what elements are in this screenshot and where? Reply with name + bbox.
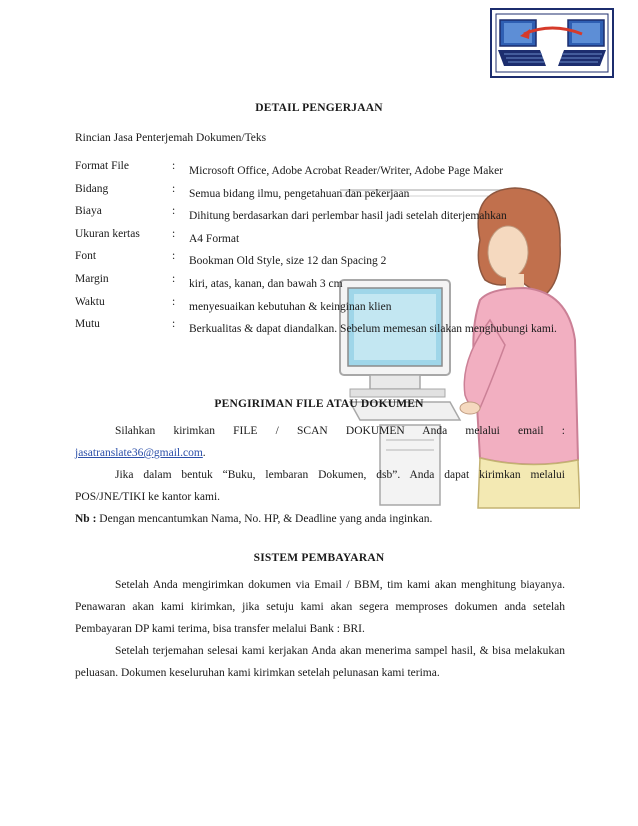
detail-row [75,205,565,228]
nb-label: Nb : [75,513,97,525]
page-title: DETAIL PENGERJAAN [255,102,383,114]
detail-row [75,160,565,183]
detail-label: Format File [75,160,129,172]
payment-paragraph [75,640,565,684]
detail-value: kiri, atas, kanan, dan bawah 3 cm [189,277,343,290]
payment-paragraph [75,574,565,640]
detail-label: Waktu [75,295,105,308]
post-instruction: Jika dalam bentuk “Buku, lembaran Dokumen, dsb”. Anda dapat kirimkan melalui POS/JNE/TIKI ke kantor kami. [75,469,565,503]
payment-text-1: Setelah Anda mengirimkan dokumen via Email / BBM, tim kami akan menghitung biayanya. Penawaran akan kami kirimkan, jika setuju kami akan segera memproses dokumen anda setelah Pembayaran DP kami terima, bisa transfer melalui Bank : BRI. [75,579,565,635]
detail-colon: : [172,318,176,331]
detail-row [75,273,565,296]
detail-row [75,296,565,319]
page-subtitle: Rincian Jasa Penterjemah Dokumen/Teks [75,132,267,144]
shipping-line [75,420,565,442]
post-paragraph [75,464,565,508]
detail-colon: : [172,272,176,285]
section-title-payment: SISTEM PEMBAYARAN [253,552,385,564]
nb-line [75,508,565,530]
detail-label: Margin [75,272,109,285]
detail-row [75,318,565,340]
detail-label: Bidang [75,182,109,195]
detail-value: Microsoft Office, Adobe Acrobat Reader/Writer, Adobe Page Maker [189,165,504,177]
detail-row [75,250,565,273]
payment-text-2: Setelah terjemahan selesai kami kerjakan Anda akan menerima sampel hasil, & bisa melakukan peluasan. Dokumen keseluruhan kami kirimkan setelah pelunasan kami terima. [75,645,565,679]
translation-computers-icon [490,8,614,78]
detail-label: Font [75,250,97,263]
email-line [75,442,565,464]
shipping-instruction: Silahkan kirimkan FILE / SCAN DOKUMEN Anda melalui email : [115,425,565,437]
detail-value: Semua bidang ilmu, pengetahuan dan pekerjaan [189,187,410,200]
detail-colon: : [172,295,176,308]
detail-label: Biaya [75,205,102,218]
detail-colon: : [172,227,176,240]
detail-value: Dihitung berdasarkan dari perlembar hasil jadi setelah diterjemahkan [189,210,507,223]
email-link[interactable]: jasatranslate36@gmail.com [75,447,203,459]
detail-row [75,183,565,206]
details-list [75,160,565,340]
detail-value: Bookman Old Style, size 12 dan Spacing 2 [189,255,387,268]
detail-value: A4 Format [189,232,240,245]
email-suffix: . [202,447,206,459]
payment-section [75,574,565,684]
detail-colon: : [172,182,176,195]
detail-row [75,228,565,251]
detail-label: Ukuran kertas [75,227,140,240]
nb-text: Dengan mencantumkan Nama, No. HP, & Deadline yang anda inginkan. [99,513,433,525]
detail-colon: : [172,160,176,172]
shipping-section [75,420,565,530]
detail-value: Berkualitas & dapat diandalkan. Sebelum memesan silakan menghubungi kami. [189,323,557,336]
detail-value: menyesuaikan kebutuhan & keinginan klien [189,300,392,313]
detail-colon: : [172,250,176,263]
detail-label: Mutu [75,318,100,331]
section-title-shipping: PENGIRIMAN FILE ATAU DOKUMEN [214,398,424,410]
detail-colon: : [172,205,176,218]
